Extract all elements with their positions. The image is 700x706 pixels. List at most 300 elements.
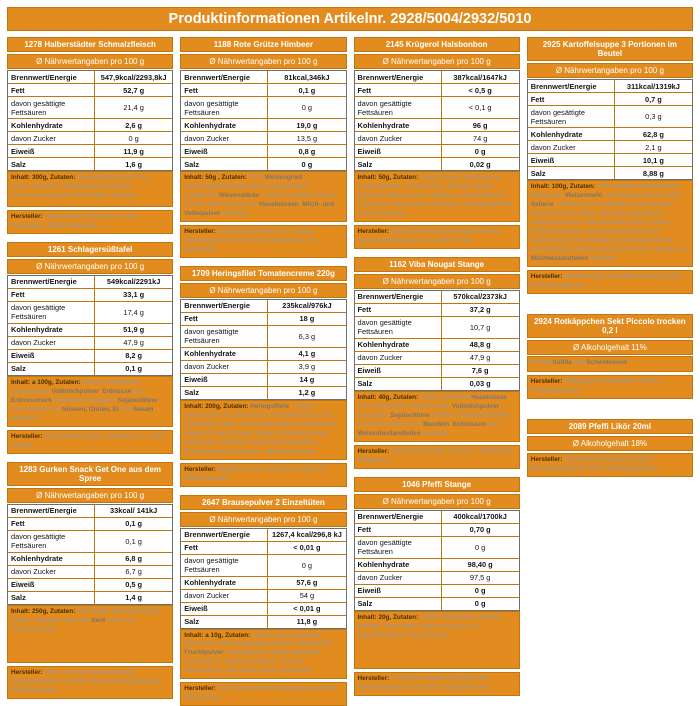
nutrition-row xyxy=(8,118,172,131)
nutrition-table xyxy=(354,70,520,171)
ingredients-label: Inhalt: 50g , Zutaten: xyxy=(184,174,247,181)
nutrition-row xyxy=(8,276,172,288)
nutrient-value: 6,3 g xyxy=(268,326,345,347)
nutrient-label: Eiweiß xyxy=(8,350,95,362)
nutrient-label: davon Zucker xyxy=(355,572,442,584)
manufacturer-label: Hersteller: xyxy=(184,685,216,692)
product-title: 1261 Schlagersüßtafel xyxy=(7,242,173,257)
nutrient-value: 74 g xyxy=(442,132,519,144)
nutrient-label: Fett xyxy=(181,313,268,325)
product-title: 2145 Krügerol Halsbonbon xyxy=(354,37,520,52)
nutrition-row xyxy=(355,291,519,303)
nutrient-value: 48,8 g xyxy=(442,339,519,351)
nutrition-row xyxy=(8,96,172,118)
ingredients-label: Inhalt: 40g, Zutaten: xyxy=(358,394,419,401)
manufacturer-text: Rügenfisch AG, Straße der Jugend 10, 18546 Sassnitz xyxy=(184,466,327,482)
nutrient-label: davon Zucker xyxy=(355,352,442,364)
nutrient-value: 0 g xyxy=(442,145,519,157)
product-card xyxy=(354,37,520,249)
nutrient-label: Salz xyxy=(355,598,442,610)
nutrient-value: 47,9 g xyxy=(442,352,519,364)
nutrition-row xyxy=(528,140,692,153)
nutrient-value: 11,8 g xyxy=(268,616,345,628)
product-title: 2089 Pfeffi Likör 20ml xyxy=(527,419,693,434)
nutrient-value: 2,1 g xyxy=(615,141,692,153)
manufacturer-label: Hersteller: xyxy=(358,448,390,455)
nutrient-value: 81kcal,346kJ xyxy=(268,71,345,83)
manufacturer-block xyxy=(7,430,173,454)
nutrition-table xyxy=(354,290,520,391)
nutrient-label: Eiweiß xyxy=(355,365,442,377)
nutrition-row xyxy=(8,349,172,362)
nutrition-per-100g-label: Ø Nährwertangaben pro 100 g xyxy=(180,54,346,69)
page-title: Produktinformationen Artikelnr. 2928/5004/2932/5010 xyxy=(7,7,693,31)
manufacturer-block xyxy=(180,225,346,258)
nutrient-label: Kohlenhydrate xyxy=(355,559,442,571)
nutrition-row xyxy=(8,517,172,530)
nutrient-value: 387kcal/1647kJ xyxy=(442,71,519,83)
nutrient-value: 0,5 g xyxy=(95,579,172,591)
nutrition-per-100g-label: Ø Nährwertangaben pro 100 g xyxy=(354,54,520,69)
nutrient-label: davon gesättigte Fettsäuren xyxy=(181,555,268,576)
nutrition-table xyxy=(527,79,693,180)
manufacturer-label: Hersteller: xyxy=(531,456,563,463)
nutrient-label: davon Zucker xyxy=(181,590,268,602)
nutrient-value: 547,9kcal/2293,8kJ xyxy=(95,71,172,83)
nutrition-row xyxy=(355,511,519,523)
nutrient-label: davon Zucker xyxy=(8,566,95,578)
nutrition-table xyxy=(7,70,173,171)
nutrient-value: 18 g xyxy=(268,313,345,325)
nutrition-per-100g-label: Ø Nährwertangaben pro 100 g xyxy=(354,494,520,509)
manufacturer-block xyxy=(527,270,693,294)
manufacturer-text: Viba sweets GmbH, Die Aue 7, 98593 Floh-Seligenthal xyxy=(358,448,515,464)
nutrition-row xyxy=(181,589,345,602)
nutrient-label: Salz xyxy=(181,616,268,628)
nutrient-value: 0 g xyxy=(268,158,345,170)
nutrient-label: Brennwert/Energie xyxy=(8,276,95,288)
nutrition-row xyxy=(8,301,172,323)
manufacturer-label: Hersteller: xyxy=(531,378,563,385)
ingredients-label: Inhalt: 20g, Zutaten: xyxy=(358,614,419,621)
product-title: 1046 Pfeffi Stange xyxy=(354,477,520,492)
nutrition-row xyxy=(8,144,172,157)
nutrient-label: davon gesättigte Fettsäuren xyxy=(8,302,95,323)
nutrient-label: Brennwert/Energie xyxy=(181,529,268,541)
nutrient-value: 0,1 g xyxy=(95,363,172,375)
nutrient-label: davon gesättigte Fettsäuren xyxy=(528,106,615,127)
manufacturer-text: Nordbrand Nordhausen GmbH, Bahnhofsstraße 25, 99734 Nordhausen/Harz xyxy=(531,456,658,472)
nutrient-label: Fett xyxy=(355,524,442,536)
nutrition-row xyxy=(181,131,345,144)
nutrient-label: Fett xyxy=(181,542,268,554)
nutrition-row xyxy=(8,83,172,96)
nutrition-row xyxy=(181,312,345,325)
nutrition-row xyxy=(181,96,345,118)
ingredients-label: Inhalt: a 10g, Zutaten: xyxy=(184,632,250,639)
nutrient-label: davon gesättigte Fettsäuren xyxy=(355,97,442,118)
product-card xyxy=(354,257,520,469)
manufacturer-text: Halberstädter Würstchen, Große Ringstraße, 38820 Halberstadt xyxy=(11,213,137,229)
manufacturer-text: MCM Klosterfrau Vertriebsgesellschaft, Gereonsmühlengasse 1-11, 50670 Köln xyxy=(358,228,502,244)
nutrient-value: 0,1 g xyxy=(95,531,172,552)
nutrient-value: 8,88 g xyxy=(615,167,692,179)
nutrient-label: Kohlenhydrate xyxy=(181,577,268,589)
ingredients-block xyxy=(180,400,346,460)
nutrient-value: 1,2 g xyxy=(268,387,345,399)
nutrition-row xyxy=(355,118,519,131)
nutrient-label: Fett xyxy=(355,304,442,316)
nutrition-row xyxy=(181,529,345,541)
manufacturer-label: Hersteller: xyxy=(11,213,43,220)
nutrition-row xyxy=(8,505,172,517)
nutrient-label: Brennwert/Energie xyxy=(8,505,95,517)
manufacturer-label: Hersteller: xyxy=(358,675,390,682)
nutrient-label: Fett xyxy=(355,84,442,96)
ingredients-block xyxy=(354,611,520,669)
nutrient-value: 98,40 g xyxy=(442,559,519,571)
allergen-note xyxy=(527,356,693,372)
nutrition-row xyxy=(8,288,172,301)
manufacturer-label: Hersteller: xyxy=(358,228,390,235)
product-card xyxy=(180,37,346,258)
nutrition-row xyxy=(355,144,519,157)
nutrition-row xyxy=(8,362,172,375)
product-grid xyxy=(7,37,693,706)
nutrition-row xyxy=(528,80,692,92)
manufacturer-text: Komet Gerolf Pöhle & Co. GmbH, Gewerbepark Nr. 13, 02692 Großpostwitz - OT Ebendörfel xyxy=(184,228,316,253)
nutrient-label: Eiweiß xyxy=(355,585,442,597)
nutrient-label: davon Zucker xyxy=(181,132,268,144)
nutrition-row xyxy=(355,364,519,377)
nutrient-label: Eiweiß xyxy=(181,603,268,615)
nutrition-per-100g-label: Ø Nährwertangaben pro 100 g xyxy=(7,259,173,274)
nutrient-value: 14 g xyxy=(268,374,345,386)
nutrition-row xyxy=(8,71,172,83)
nutrition-row xyxy=(8,157,172,170)
nutrient-label: davon Zucker xyxy=(8,337,95,349)
nutrient-value: 0 g xyxy=(442,537,519,558)
nutrient-label: Kohlenhydrate xyxy=(355,119,442,131)
nutrient-value: 8,2 g xyxy=(95,350,172,362)
nutrition-row xyxy=(8,530,172,552)
product-card xyxy=(527,37,693,294)
nutrient-label: Eiweiß xyxy=(8,579,95,591)
nutrient-label: Eiweiß xyxy=(181,374,268,386)
ingredients-text: Zucker, geröstete Haselnüsse 37%, Kakaobutter, Kakaomasse, Vollmilchpulver, Emulgator: Sojalecithine, Vanillin, Kakaobestandteile 14% Kann Spuren von Mandeln, Erdnüssen und Weizenbestandteilen enthalten. xyxy=(358,394,510,437)
ingredients-label: Inhalt: 50g, Zutaten: xyxy=(358,174,419,181)
nutrition-row xyxy=(8,131,172,144)
nutrition-table xyxy=(180,299,346,400)
nutrition-row xyxy=(355,303,519,316)
nutrition-row xyxy=(181,347,345,360)
ingredients-label: Inhalt: a 100g, Zutaten: xyxy=(11,379,81,386)
nutrition-row xyxy=(528,166,692,179)
nutrient-value: 54 g xyxy=(268,590,345,602)
nutrient-label: Eiweiß xyxy=(528,154,615,166)
ingredients-label: Inhalt: 100g, Zutaten: xyxy=(531,183,595,190)
nutrient-label: Kohlenhydrate xyxy=(8,324,95,336)
nutrient-value: 3,9 g xyxy=(268,361,345,373)
nutrition-row xyxy=(181,83,345,96)
manufacturer-block xyxy=(180,682,346,706)
nutrient-label: davon gesättigte Fettsäuren xyxy=(181,326,268,347)
ingredients-text: 97 % Weizengrieß , Säuerungsmittel Adipinsäure, Zitronensäure, modifizierte Weizenstärke , Aroma, Farbstoff: Echtes Karmin. Kann Spuren von Haselnüssen, Milch- und Volleipulver enthalten. xyxy=(184,174,335,217)
manufacturer-text: TOP Sweets GmbH, Niederlassung Erfurt, 99091 Erfurt xyxy=(184,685,337,701)
nutrient-label: Brennwert/Energie xyxy=(181,300,268,312)
manufacturer-text: Obst- und Gemüseverarbeitung, Spreewaldkonserve Golßen GmbH, Bahnhofstraße 1, D-15938 Golßen xyxy=(11,669,163,694)
nutrition-row xyxy=(355,523,519,536)
product-card xyxy=(180,495,346,706)
nutrient-label: Kohlenhydrate xyxy=(181,119,268,131)
ingredients-text: Anisöl, Zucker, Glukosesirup, Säurungsmittel, Citronensäure, Menthol, Minzöl, natürliches Birnenaroma, Salbeiöl, Latschenkieferöl, Thymianöl, chinesisches Kampferöl, Verdickungsmittel Gummi arabicum xyxy=(358,174,512,217)
nutrient-label: Eiweiß xyxy=(8,145,95,157)
nutrition-table xyxy=(354,510,520,611)
nutrient-label: davon Zucker xyxy=(528,141,615,153)
ingredients-label: Inhalt: 300g, Zutaten: xyxy=(11,174,75,181)
nutrition-row xyxy=(181,325,345,347)
nutrition-per-100g-label: Ø Nährwertangaben pro 100 g xyxy=(527,63,693,78)
ingredients-text: Zucker, Säuerungsmittel: Weinsäure, Natriumhydrogencarbonat, Maltodextrin, Fruchtpulver, Süßungsmittel: Natriumcyclamat, Acesulfam-K, Saccharin-Natrium, Aromen, Glukosesirup, Rote Beete Pulver, Speisesalz xyxy=(184,632,332,675)
nutrient-value: 0,70 g xyxy=(442,524,519,536)
nutrient-label: Kohlenhydrate xyxy=(181,348,268,360)
product-card xyxy=(180,266,346,487)
nutrient-label: Kohlenhydrate xyxy=(355,339,442,351)
manufacturer-label: Hersteller: xyxy=(11,433,43,440)
nutrient-label: davon gesättigte Fettsäuren xyxy=(181,97,268,118)
nutrition-row xyxy=(355,558,519,571)
nutrition-row xyxy=(355,71,519,83)
ingredients-block xyxy=(180,629,346,680)
nutrient-label: davon gesättigte Fettsäuren xyxy=(8,97,95,118)
nutrient-value: 96 g xyxy=(442,119,519,131)
nutrient-value: 0 g xyxy=(95,132,172,144)
nutrient-value: 4,1 g xyxy=(268,348,345,360)
nutrient-label: Eiweiß xyxy=(355,145,442,157)
nutrition-row xyxy=(355,83,519,96)
nutrient-label: Fett xyxy=(181,84,268,96)
nutrient-label: davon Zucker xyxy=(8,132,95,144)
nutrition-table xyxy=(7,504,173,605)
nutrient-value: 0,1 g xyxy=(95,518,172,530)
nutrient-value: 0,8 g xyxy=(268,145,345,157)
nutrition-row xyxy=(355,316,519,338)
manufacturer-label: Hersteller: xyxy=(531,273,563,280)
nutrient-label: Salz xyxy=(8,592,95,604)
ingredients-block xyxy=(354,171,520,222)
manufacturer-text: Pit Süßwarenfabrik GmbH&Co.KG, Reichenberger Str. 36, 83071 Stephanskirchen xyxy=(358,675,491,691)
nutrition-row xyxy=(181,602,345,615)
nutrition-row xyxy=(528,127,692,140)
nutrient-label: Salz xyxy=(181,158,268,170)
ingredients-block xyxy=(7,171,173,207)
nutrient-value: 2,6 g xyxy=(95,119,172,131)
nutrient-label: Fett xyxy=(528,93,615,105)
nutrient-value: 0,3 g xyxy=(615,106,692,127)
nutrition-per-100g-label: Ø Nährwertangaben pro 100 g xyxy=(180,512,346,527)
nutrition-row xyxy=(181,541,345,554)
nutrition-row xyxy=(181,157,345,170)
manufacturer-label: Hersteller: xyxy=(11,669,43,676)
nutrient-value: 1267,4 kcal/296,8 kJ xyxy=(268,529,345,541)
product-card xyxy=(7,462,173,699)
nutrient-label: Salz xyxy=(8,158,95,170)
nutrition-row xyxy=(355,536,519,558)
nutrient-value: 17,4 g xyxy=(95,302,172,323)
nutrition-per-100g-label: Ø Nährwertangaben pro 100 g xyxy=(7,488,173,503)
nutrient-value: < 0,5 g xyxy=(442,84,519,96)
ingredients-text: 76% Kartoffeln dehydratisiert, Speisesalz, Weizenmehl, Gemüsegranulat (Karotten, Sellerie), Gewürze (mit Muskatblüte) und Kräuter, Geschmacksverstärker: Mononatriumglutamat; aufgeschlossenes Pflanzeneiweiß (Mais u. Raps), Verdickungsmittel: Johannisbrotkernmehl und Guarkernmehl; Kartoffelstärke, Antioxidationsmittel Ascorbinsäure; Aroma, Raucharoma. Kann Spuren von Milchbestandteilen enthalten. xyxy=(531,183,687,262)
nutrient-label: davon Zucker xyxy=(355,132,442,144)
nutrient-value: 0,7 g xyxy=(615,93,692,105)
product-title: 2925 Kartoffelsuppe 3 Portionen im Beutel xyxy=(527,37,693,61)
nutrition-per-100g-label: Ø Nährwertangaben pro 100 g xyxy=(354,274,520,289)
nutrition-row xyxy=(355,338,519,351)
nutrition-row xyxy=(181,360,345,373)
manufacturer-text: Rotkäppchen Sektkellerei, 06632 Freyburg/Unstrut xyxy=(531,378,658,394)
column-3 xyxy=(354,37,520,696)
nutrient-value: 0 g xyxy=(268,97,345,118)
product-title: 2924 Rotkäppchen Sekt Piccolo trocken 0,2 l xyxy=(527,314,693,338)
nutrient-value: 13,5 g xyxy=(268,132,345,144)
nutrient-label: Salz xyxy=(355,158,442,170)
nutrition-row xyxy=(181,144,345,157)
product-card xyxy=(527,419,693,477)
nutrition-row xyxy=(8,565,172,578)
nutrient-label: Brennwert/Energie xyxy=(355,291,442,303)
nutrition-row xyxy=(181,71,345,83)
column-1 xyxy=(7,37,173,699)
nutrition-row xyxy=(355,157,519,170)
nutrient-label: Brennwert/Energie xyxy=(528,80,615,92)
nutrient-value: 0 g xyxy=(442,585,519,597)
nutrient-label: Eiweiß xyxy=(181,145,268,157)
nutrition-row xyxy=(8,552,172,565)
nutrition-row xyxy=(181,300,345,312)
product-card xyxy=(7,37,173,234)
product-title: 1709 Heringsfilet Tomatencreme 220g xyxy=(180,266,346,281)
manufacturer-label: Hersteller: xyxy=(184,228,216,235)
nutrient-label: davon gesättigte Fettsäuren xyxy=(355,537,442,558)
nutrient-value: 0 g xyxy=(268,555,345,576)
product-card xyxy=(354,477,520,696)
product-title: 1188 Rote Grütze Himbeer xyxy=(180,37,346,52)
nutrition-row xyxy=(8,323,172,336)
ingredients-block xyxy=(180,171,346,222)
nutrition-row xyxy=(355,597,519,610)
nutrient-value: 11,9 g xyxy=(95,145,172,157)
ingredients-label: Inhalt: 250g, Zutaten: xyxy=(11,608,75,615)
product-title: 1278 Halberstädter Schmalzfleisch xyxy=(7,37,173,52)
nutrient-value: 1,4 g xyxy=(95,592,172,604)
manufacturer-block xyxy=(7,210,173,234)
nutrition-row xyxy=(181,554,345,576)
ingredients-block xyxy=(7,376,173,427)
nutrient-value: 400kcal/1700kJ xyxy=(442,511,519,523)
nutrition-row xyxy=(355,584,519,597)
nutrient-label: Brennwert/Energie xyxy=(355,511,442,523)
nutrient-label: Kohlenhydrate xyxy=(8,119,95,131)
nutrition-table xyxy=(180,528,346,629)
nutrition-row xyxy=(8,336,172,349)
nutrient-value: 47,9 g xyxy=(95,337,172,349)
nutrition-table xyxy=(180,70,346,171)
nutrition-row xyxy=(181,576,345,589)
product-title: 2647 Brausepulver 2 Einzeltüten xyxy=(180,495,346,510)
nutrient-value: 10,1 g xyxy=(615,154,692,166)
nutrient-value: 311kcal/1319kJ xyxy=(615,80,692,92)
nutrient-value: 0,02 g xyxy=(442,158,519,170)
nutrition-row xyxy=(528,153,692,166)
ingredients-text: Heringsfilets - Clupea harengus (60 %), Trinkwasser, Tomatenmark (12 %), Pflanzenöl, Zucker, Verdickungsmittel: Guarkernmehl; Mango-Chutney (Zucker, Mango, Branntweinessig, Speisesalz, Gewürze), modifizierte Maisstärke, Branntweinessig, Gewürze, natürliches Aroma xyxy=(184,403,336,455)
product-title: 1162 Viba Nougat Stange xyxy=(354,257,520,272)
nutrition-row xyxy=(181,615,345,628)
manufacturer-block xyxy=(354,672,520,696)
nutrient-label: Salz xyxy=(8,363,95,375)
nutrient-value: 33kcal/ 141kJ xyxy=(95,505,172,517)
nutrient-label: davon Zucker xyxy=(181,361,268,373)
column-4 xyxy=(527,37,693,477)
nutrition-per-100g-label: Ø Nährwertangaben pro 100 g xyxy=(180,283,346,298)
manufacturer-block xyxy=(7,666,173,699)
nutrient-value: < 0,01 g xyxy=(268,603,345,615)
nutrient-label: Kohlenhydrate xyxy=(8,553,95,565)
nutrient-value: 19,0 g xyxy=(268,119,345,131)
column-2 xyxy=(180,37,346,706)
nutrition-row xyxy=(528,105,692,127)
nutrient-value: 6,8 g xyxy=(95,553,172,565)
ingredients-text: Zucker, Kakaobutter, Kakaomasse, Vollmilchpulver, Erdnüsse 6%, Erdnussmark, Butterfett, Emulgator: Sojalecithine. Kann Spuren von Nüssen, Gluten, Ei und Sesam enthalten. xyxy=(11,379,159,422)
nutrient-label: Salz xyxy=(355,378,442,390)
nutrient-label: Kohlenhydrate xyxy=(528,128,615,140)
nutrition-table xyxy=(7,275,173,376)
nutrient-value: 570kcal/2373kJ xyxy=(442,291,519,303)
ingredients-text: Schweinefleisch (42,1%), Speck, Zwiebeln, Nitritpökelsalz (Kochsalz, Konservierungsstoff: Natriumnitrit), Gewürze xyxy=(11,174,149,199)
nutrition-row xyxy=(181,386,345,399)
ingredients-block xyxy=(354,391,520,442)
nutrient-value: < 0,01 g xyxy=(268,542,345,554)
manufacturer-text: Mecklenburger Kartoffelveredlung GmbH, D-19230 Hagenow xyxy=(531,273,682,289)
alcohol-content-label: Ø Alkoholgehalt 11% xyxy=(527,340,693,355)
nutrient-value: 0 g xyxy=(442,598,519,610)
manufacturer-label: Hersteller: xyxy=(184,466,216,473)
nutrition-row xyxy=(355,377,519,390)
nutrient-label: Fett xyxy=(8,289,95,301)
nutrient-value: 0,1 g xyxy=(268,84,345,96)
manufacturer-block xyxy=(527,453,693,477)
nutrition-row xyxy=(355,351,519,364)
nutrient-value: 549kcal/2291kJ xyxy=(95,276,172,288)
nutrient-value: 37,2 g xyxy=(442,304,519,316)
nutrient-value: 0,03 g xyxy=(442,378,519,390)
nutrient-value: 57,6 g xyxy=(268,577,345,589)
nutrient-label: Brennwert/Energie xyxy=(355,71,442,83)
nutrient-label: Brennwert/Energie xyxy=(181,71,268,83)
nutrition-row xyxy=(355,96,519,118)
manufacturer-text: Zetti Goldeck GmbH, Hölderlinstr. 1, 04157 Leipzig xyxy=(11,433,166,449)
manufacturer-block xyxy=(354,445,520,469)
nutrition-row xyxy=(528,92,692,105)
nutrient-label: Brennwert/Energie xyxy=(8,71,95,83)
nutrient-value: 1,6 g xyxy=(95,158,172,170)
nutrient-value: 10,7 g xyxy=(442,317,519,338)
nutrition-row xyxy=(8,591,172,604)
nutrition-per-100g-label: Ø Nährwertangaben pro 100 g xyxy=(7,54,173,69)
ingredients-block xyxy=(7,605,173,663)
allergen-text: Enthält Sulfite und Schwefeloxid xyxy=(531,359,627,366)
nutrition-row xyxy=(181,118,345,131)
nutrient-value: 33,1 g xyxy=(95,289,172,301)
